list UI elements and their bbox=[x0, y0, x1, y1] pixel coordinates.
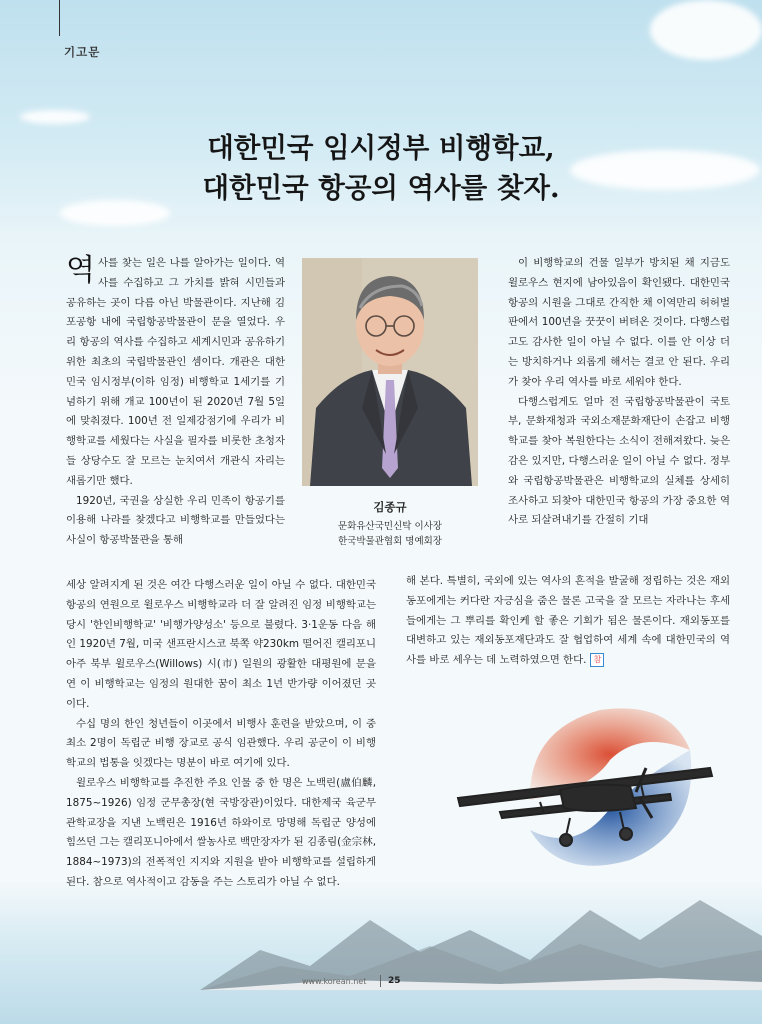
paragraph: 수십 명의 한인 청년들이 이곳에서 비행사 훈련을 받았으며, 이 중 최소 2명이 독립군 비행 장교로 공식 임관했다. 우리 공군이 이 비행학교의 법통을 잇겠다는 명분이 바로 여기에 있다. bbox=[66, 717, 376, 770]
left-column-bottom bbox=[66, 576, 376, 893]
cloud-decoration bbox=[20, 110, 90, 124]
title-line-2: 대한민국 항공의 역사를 찾자. bbox=[202, 172, 560, 204]
footer-url: www.korean.net bbox=[302, 977, 367, 986]
final-paragraph bbox=[406, 572, 730, 671]
title-line-1: 대한민국 임시정부 비행학교, bbox=[207, 132, 555, 164]
author-title-2: 한국박물관협회 명예회장 bbox=[338, 536, 442, 547]
paragraph: 이 비행학교의 건물 일부가 방치된 채 지금도 윌로우스 현지에 남아있음이 확인됐다. 대한민국 항공의 시원을 그대로 간직한 채 이역만리 허허벌판에서 100년을 꿋꿋이 버텨온 것이다. 다행스럽고도 감사한 일이 아닐 수 없다. 이를 안 이상 더는 방치하거나 외롭게 해서는 결코 안 된다. 우리가 찾아 우리 역사를 바로 세워야 한다. bbox=[508, 257, 730, 388]
first-paragraph-text: 사를 찾는 일은 나를 알아가는 일이다. 역사를 수집하고 그 가치를 밝혀 시민들과 공유하는 곳이 다름 아닌 박물관이다. 지난해 김포공항 내에 국립항공박물관이 문을 열었다. 우리 항공의 역사를 수집하고 세계시민과 공유하기 위한 최초의 국립박물관인 셈이다. 개관은 대한민국 임시정부(이하 임정) 비행학교 1세기를 기념하기 위해 개교 100년이 된 2020년 7월 5일에 맞춰졌다. 100년 전 일제강점기에 우리가 비행학교를 세웠다는 사실을 필자를 비롯한 초청자들 상당수도 잘 모르는 눈치여서 개관식 자리는 새롭기만 했다. bbox=[66, 257, 285, 487]
header-rule bbox=[59, 0, 60, 36]
footer-divider bbox=[380, 975, 381, 987]
drop-cap: 역 bbox=[66, 253, 95, 288]
right-column-top bbox=[508, 254, 730, 531]
final-paragraph-text: 해 본다. 특별히, 국외에 있는 역사의 흔적을 발굴해 정립하는 것은 재외동포에게는 커다란 자긍심을 줌은 물론 고국을 잘 모르는 자라나는 후세들에게는 그 뿌리를 확인케 할 좋은 기회가 됨은 물론이다. 재외동포를 대변하고 있는 재외동포재단과도 잘 협업하여 세계 속에 대한민국의 역사를 바로 세우는 데 노력하였으면 한다. bbox=[406, 575, 730, 667]
author-title-1: 문화유산국민신탁 이사장 bbox=[338, 521, 442, 532]
end-mark-icon: 참 bbox=[590, 653, 604, 667]
cloud-decoration bbox=[650, 0, 762, 60]
paragraph: 세상 알려지게 된 것은 여간 다행스러운 일이 아닐 수 없다. 대한민국 항공의 연원으로 윌로우스 비행학교라 더 잘 알려진 임정 비행학교는 당시 '한인비행학교' '비행가양성소' 등으로 불렸다. 3·1운동 다음 해인 1920년 7월, 미국 샌프란시스코 북쪽 약230km 떨어진 캘리포니아주 북부 윌로우스(Willows) 시(市) 일원의 광활한 대평원에 문을 연 이 비행학교는 임정의 원대한 꿈이 최소 1년 반가량 이어졌던 곳이다. bbox=[66, 579, 376, 710]
author-name: 김종규 bbox=[373, 500, 407, 514]
paragraph: 다행스럽게도 얼마 전 국립항공박물관이 국토부, 문화재청과 국외소재문화재단이 손잡고 비행학교를 찾아 복원한다는 소식이 전해져왔다. 늦은 감은 있지만, 다행스러운 일이 아닐 수 없다. 정부와 국립항공박물관은 비행학교의 실체를 상세히 조사하고 되찾아 대한민국 항공의 가장 중요한 역사로 되살려내기를 간절히 기대 bbox=[508, 395, 730, 527]
second-paragraph: 1920년, 국권을 상실한 우리 민족이 항공기를 이용해 나라를 찾겠다고 비행학교를 만들었다는 사실이 항공박물관을 통해 bbox=[66, 494, 285, 547]
author-caption bbox=[302, 500, 478, 549]
first-paragraph bbox=[66, 254, 285, 492]
paragraph: 윌로우스 비행학교를 추진한 주요 인물 중 한 명은 노백린(盧伯麟, 1875~1926) 임정 군무총장(현 국방장관)이었다. 대한제국 육군무관학교장을 지낸 노백린은 1916년 하와이로 망명해 독립군 양성에 힘쓰던 그는 캘리포니아에서 쌀농사로 백만장자가 된 김종림(金宗林, 1884~1973)의 전폭적인 지지와 지원을 받아 비행학교를 설립하게 된다. 참으로 역사적이고 감동을 주는 스토리가 아닐 수 없다. bbox=[66, 776, 376, 888]
biplane-taegeuk-illustration bbox=[440, 690, 750, 890]
author-photo-image bbox=[302, 258, 478, 486]
mountain-illustration bbox=[200, 880, 762, 990]
left-column-top bbox=[66, 254, 285, 551]
right-column-bottom bbox=[406, 572, 730, 671]
author-portrait bbox=[302, 258, 478, 486]
page-number: 25 bbox=[388, 976, 401, 986]
article-title bbox=[0, 128, 762, 208]
section-label: 기고문 bbox=[64, 45, 101, 59]
